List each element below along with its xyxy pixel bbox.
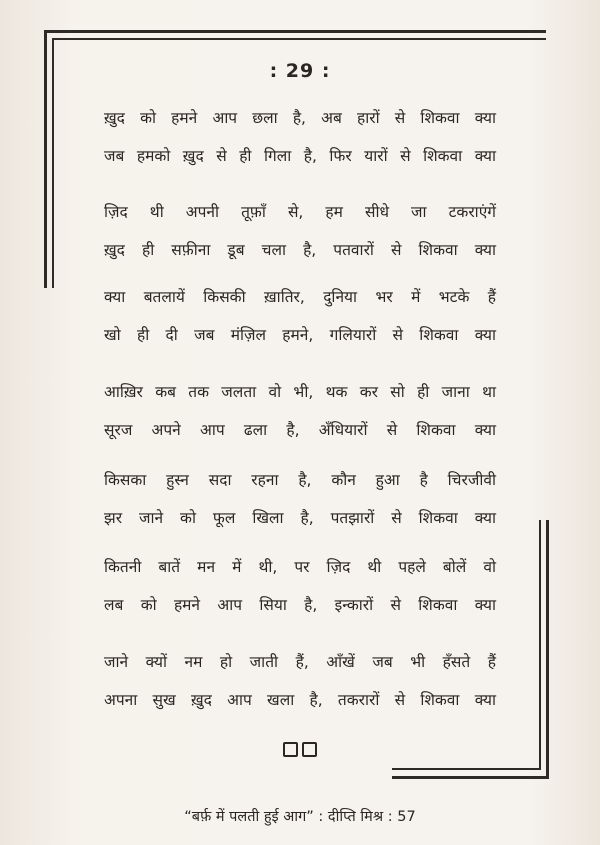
section-end-ornament [0, 742, 600, 761]
page-number: : 29 : [269, 60, 331, 82]
poem-line: आख़िर कब तक जलता वो भी, थक कर सो ही जाना था [104, 383, 496, 401]
square-ornament-icon [283, 742, 298, 757]
stanza [104, 202, 496, 260]
poem-line: क्या बतलायें किसकी ख़ातिर, दुनिया भर में भटके हैं [104, 288, 496, 306]
poem-line: कितनी बातें मन में थी, पर ज़िद थी पहले बोलें वो [104, 558, 496, 576]
poem-line: जब हमको ख़ुद से ही गिला है, फिर यारों से शिकवा क्या [104, 147, 496, 165]
stanza [104, 652, 496, 710]
poem-line: लब को हमने आप सिया है, इन्कारों से शिकवा क्या [104, 596, 496, 614]
stanza [104, 287, 496, 345]
stanza [104, 382, 496, 440]
poem-line: अपना सुख ख़ुद आप खला है, तकरारों से शिकवा क्या [104, 691, 496, 709]
book-footer: “बर्फ़ में पलती हुई आग” : दीप्ति मिश्र : 57 [184, 809, 416, 825]
frame-right-line-inner [539, 520, 541, 770]
stanza [104, 470, 496, 528]
frame-bottom-line-inner [392, 768, 540, 770]
poem-line: किसका हुस्न सदा रहना है, कौन हुआ है चिरजीवी [104, 471, 496, 489]
poem-line: सूरज अपने आप ढला है, अँधियारों से शिकवा क्या [104, 421, 496, 439]
frame-top-line-inner [52, 38, 546, 40]
stanza [104, 557, 496, 615]
poem-line: झर जाने को फूल खिला है, पतझारों से शिकवा क्या [104, 509, 496, 527]
frame-bottom-line-outer [392, 776, 549, 779]
frame-top-line-outer [44, 30, 546, 33]
stanza [104, 108, 496, 166]
poem-line: ज़िद थी अपनी तूफ़ाँ से, हम सीधे जा टकराएंगें [104, 203, 496, 221]
poem-line: जाने क्यों नम हो जाती हैं, आँखें जब भी हँसते हैं [104, 653, 496, 671]
poem-line: ख़ुद ही सफ़ीना डूब चला है, पतवारों से शिकवा क्या [104, 241, 496, 259]
poem-line: खो ही दी जब मंज़िल हमने, गलियारों से शिकवा क्या [104, 326, 496, 344]
frame-right-line-outer [546, 520, 549, 778]
square-ornament-icon [302, 742, 317, 757]
poem-line: ख़ुद को हमने आप छला है, अब हारों से शिकवा क्या [104, 109, 496, 127]
